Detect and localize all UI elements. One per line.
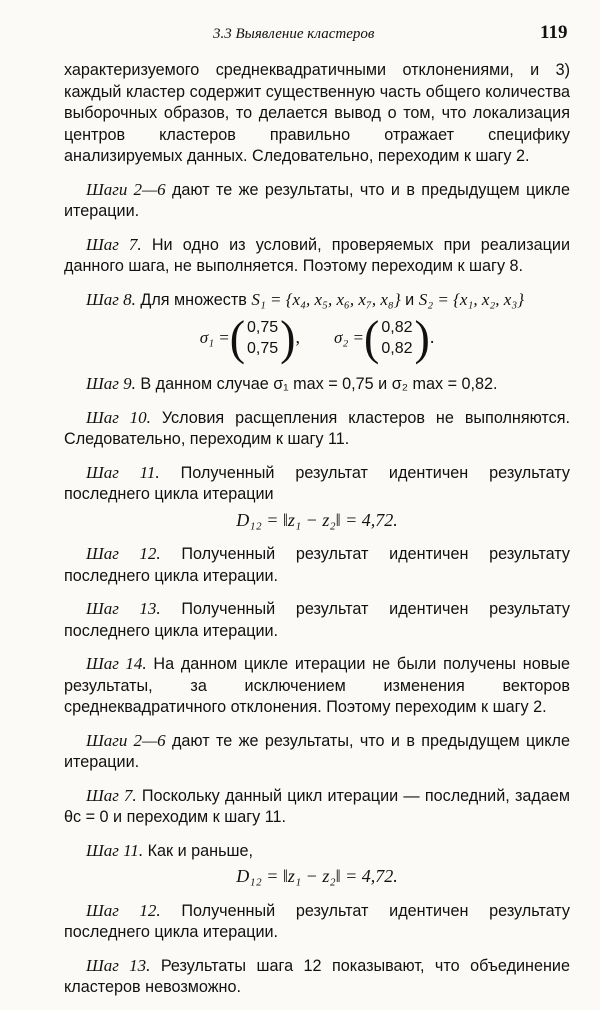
paragraph-step-14 (64, 653, 570, 719)
page-header (0, 22, 600, 48)
paragraph-text: Как и раньше, (143, 841, 254, 860)
set-s2: S₂ = {x₁, x₂, x₃} (418, 289, 525, 309)
step-label: Шаг 12. (86, 544, 161, 563)
sigma1-separator: , (295, 327, 300, 348)
step-label: Шаг 12. (86, 900, 161, 920)
paragraph-steps-2-6 (64, 179, 570, 223)
paragraph-step-7 (64, 234, 570, 278)
left-paren-icon: ( (364, 310, 380, 365)
paragraph-text: Полученный результат идентичен результату последнего цикла итерации. (64, 545, 570, 585)
paragraph-text: Для множеств (135, 290, 252, 309)
paragraph-text: Полученный результат идентичен результату последнего цикла итерации (64, 463, 570, 503)
step-label: Шаги 2—6 (86, 179, 166, 199)
sigma1-bottom: 0,75 (247, 340, 279, 357)
paragraph-text: На данном цикле итерации не были получены новые результаты, за исключением изменения векторов среднеквадратичного отклонения. Поэтому переходим к шагу 2. (64, 655, 570, 716)
running-title: 3.3 Выявление кластеров (213, 26, 375, 42)
paragraph-step-10 (64, 407, 570, 451)
step-label: Шаг 14. (86, 654, 147, 673)
right-paren-icon: ) (280, 310, 296, 365)
sigma1-top: 0,75 (247, 319, 279, 336)
step-label: Шаг 7. (86, 785, 137, 805)
paragraph-step-11 (64, 462, 570, 506)
step-label: Шаг 10. (86, 407, 151, 427)
step-label: Шаг 8. (86, 289, 136, 309)
paragraph-text: Полученный результат идентичен результату последнего цикла итерации. (64, 600, 570, 640)
step-label: Шаг 11. (86, 840, 144, 860)
paragraph-step-11-repeat (64, 840, 570, 863)
sigma1-label: σ₁ = (199, 328, 230, 348)
paragraph-text: Ни одно из условий, проверяемых при реализации данного шага, не выполняется. Поэтому переходим к шагу 8. (64, 235, 570, 275)
sigma-vectors (64, 310, 570, 365)
sigma2-vector (334, 310, 435, 365)
paragraph-text: В данном случае σ₁ max = 0,75 и σ₂ max = 0,82. (135, 375, 498, 393)
paragraph-text: дают те же результаты, что и в предыдущем цикле итерации. (64, 180, 570, 220)
paragraph-continuation (64, 60, 570, 168)
paragraph-text: Результаты шага 12 показывают, что объединение кластеров невозможно. (64, 956, 570, 996)
step-label: Шаги 2—6 (86, 730, 166, 750)
paragraph-steps-2-6-repeat (64, 730, 570, 774)
sigma2-bottom: 0,82 (381, 340, 413, 357)
paragraph-step-8 (64, 289, 570, 312)
paragraph-step-12 (64, 543, 570, 587)
step-label: Шаг 7. (86, 234, 142, 254)
sigma2-top: 0,82 (381, 319, 413, 336)
distance-formula: D₁₂ = ‖z₁ − z₂‖ = 4,72. (236, 866, 398, 886)
distance-formula: D₁₂ = ‖z₁ − z₂‖ = 4,72. (236, 509, 398, 530)
paragraph-step-13 (64, 598, 570, 642)
paragraph-text: и (400, 290, 419, 309)
sigma2-values (379, 317, 414, 359)
page-body (64, 60, 570, 1010)
sigma2-label: σ₂ = (334, 328, 365, 348)
paragraph-text: Условия расщепления кластеров не выполняются. Следовательно, переходим к шагу 11. (64, 408, 570, 448)
paragraph-text: характеризуемого среднеквадратичными отклонениями, и 3) каждый кластер содержит существенную часть общего количества выборочных образов, то делается вывод о том, что локализация центров кластеров правильно отражает специфику анализируемых данных. Следовательно, переходим к шагу 2. (64, 61, 570, 165)
step-label: Шаг 11. (86, 462, 160, 482)
step-label: Шаг 9. (86, 374, 136, 393)
left-paren-icon: ( (229, 310, 246, 365)
paragraph-step-12-repeat (64, 900, 570, 944)
step-label: Шаг 13. (86, 955, 151, 975)
set-s1: S₁ = {x₄, x₅, x₆, x₇, x₈} (251, 289, 401, 309)
paragraph-text: Полученный результат идентичен результату последнего цикла итерации. (64, 901, 570, 941)
sigma1-values (245, 317, 280, 359)
paragraph-text: дают те же результаты, что и в предыдущем цикле итерации. (64, 731, 570, 771)
page-number: 119 (540, 22, 568, 43)
paragraph-step-13-repeat (64, 955, 570, 999)
step-label: Шаг 13. (86, 599, 161, 618)
paragraph-step-9 (64, 373, 570, 396)
right-paren-icon: ) (414, 310, 430, 365)
paragraph-step-7-repeat (64, 785, 570, 829)
sigma2-end: . (429, 327, 435, 348)
paragraph-text: Поскольку данный цикл итерации — последний, задаем θc = 0 и переходим к шагу 11. (64, 786, 570, 826)
sigma1-vector (199, 310, 300, 365)
